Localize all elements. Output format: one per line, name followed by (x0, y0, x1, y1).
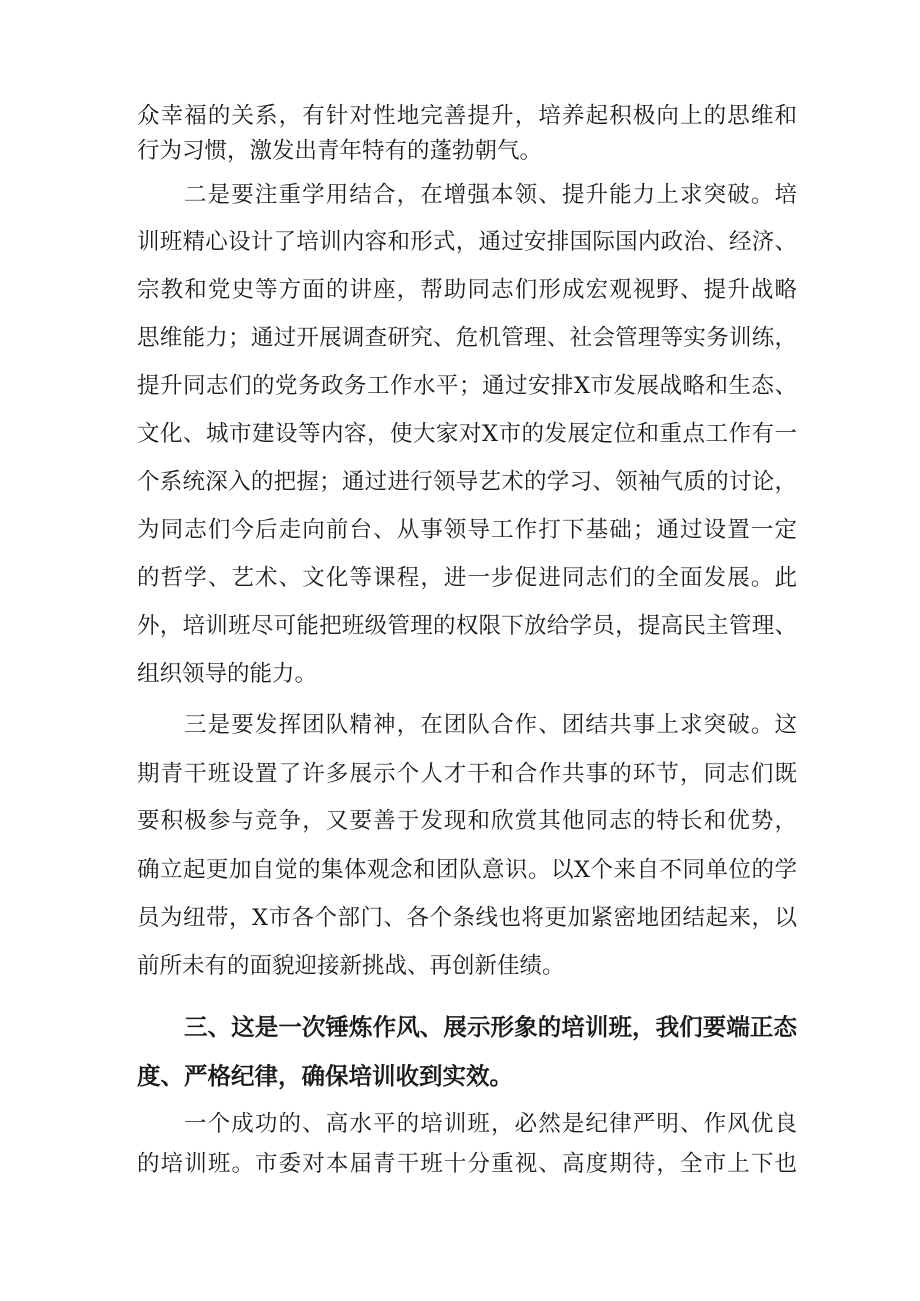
text-line: 众幸福的关系，有针对性地完善提升，培养起积极向上的思维和 (137, 103, 797, 129)
text-line: 为同志们今后走向前台、从事领导工作打下基础；通过设置一定 (137, 517, 797, 543)
text-line: 员为纽带，X市各个部门、各个条线也将更加紧密地团结起来，以 (137, 905, 797, 931)
paragraph-first-line: 一个成功的、高水平的培训班，必然是纪律严明、作风优良 (184, 1111, 797, 1137)
text-line: 要积极参与竞争，又要善于发现和欣赏其他同志的特长和优势， (137, 808, 797, 834)
text-line: 行为习惯，激发出青年特有的蓬勃朝气。 (137, 138, 543, 164)
text-line: 确立起更加自觉的集体观念和团队意识。以X个来自不同单位的学 (137, 857, 797, 883)
text-line: 的哲学、艺术、文化等课程，进一步促进同志们的全面发展。此 (137, 565, 797, 591)
text-line: 提升同志们的党务政务工作水平；通过安排X市发展战略和生态、 (137, 373, 797, 399)
text-line: 的培训班。市委对本届青干班十分重视、高度期待，全市上下也 (137, 1151, 797, 1177)
paragraph-first-line: 三是要发挥团队精神，在团队合作、团结共事上求突破。这 (184, 712, 797, 738)
text-line: 训班精心设计了培训内容和形式，通过安排国际国内政治、经济、 (137, 229, 797, 255)
text-line: 思维能力；通过开展调查研究、危机管理、社会管理等实务训练， (137, 325, 797, 351)
paragraph-first-line: 二是要注重学用结合，在增强本领、提升能力上求突破。培 (184, 182, 797, 208)
text-line: 前所未有的面貌迎接新挑战、再创新佳绩。 (137, 953, 565, 979)
text-line: 文化、城市建设等内容，使大家对X市的发展定位和重点工作有一 (137, 421, 797, 447)
section-heading: 三、这是一次锤炼作风、展示形象的培训班，我们要端正态 (184, 1013, 797, 1041)
text-line: 期青干班设置了许多展示个人才干和合作共事的环节，同志们既 (137, 761, 797, 787)
text-line: 个系统深入的把握；通过进行领导艺术的学习、领袖气质的讨论， (137, 469, 797, 495)
text-line: 外，培训班尽可能把班级管理的权限下放给学员，提高民主管理、 (137, 613, 797, 639)
text-line: 组织领导的能力。 (137, 661, 318, 687)
text-line: 宗教和党史等方面的讲座，帮助同志们形成宏观视野、提升战略 (137, 277, 797, 303)
section-heading-continued: 度、严格纪律，确保培训收到实效。 (137, 1062, 513, 1090)
